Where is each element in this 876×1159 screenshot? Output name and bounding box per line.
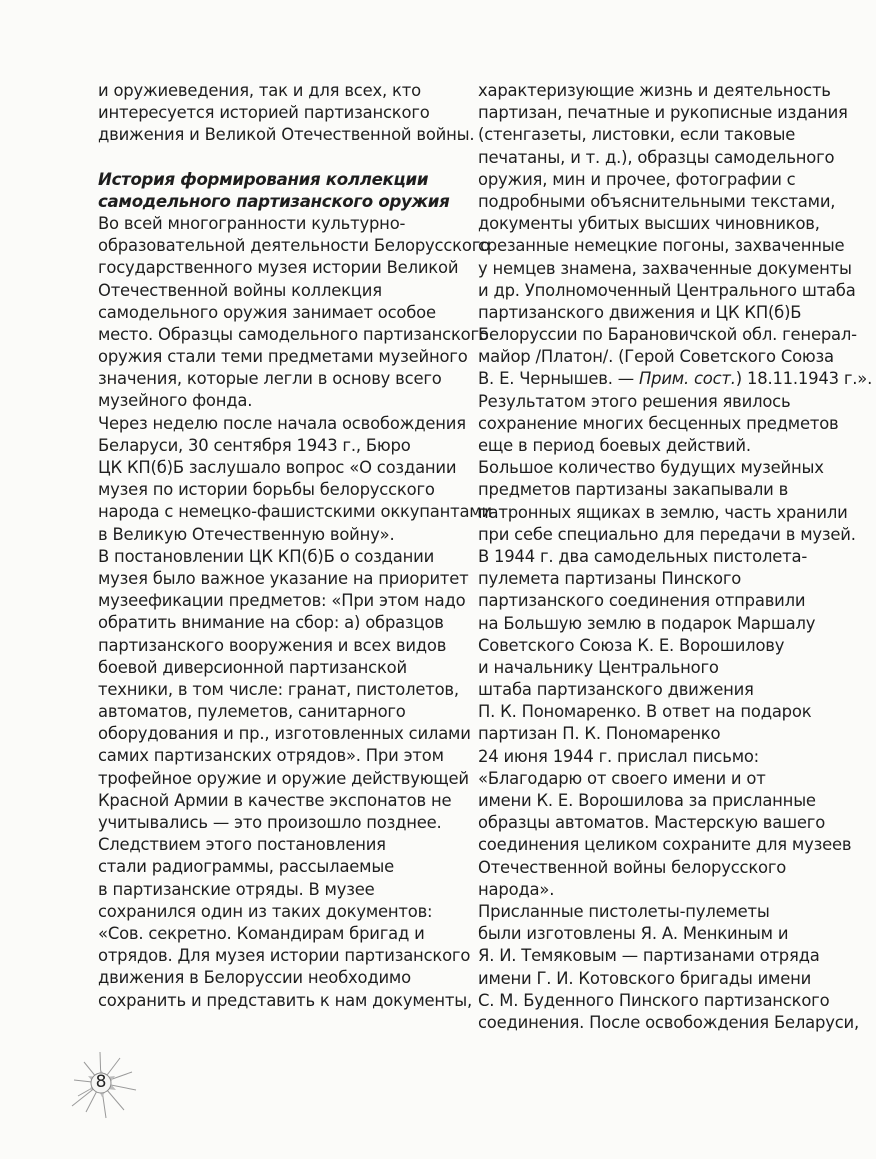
page-number: 8: [95, 1072, 107, 1092]
text-line: боевой диверсионной партизанской: [98, 657, 407, 677]
text-line: партизан П. К. Пономаренко: [478, 724, 721, 744]
text-line: «Сов. секретно. Командирам бригад и: [98, 923, 425, 943]
text-line: документы убитых высших чиновников,: [478, 214, 820, 234]
text-line: и начальнику Центрального: [478, 657, 719, 677]
text-line: Через неделю после начала освобождения: [98, 413, 466, 433]
text-line: и др. Уполномоченный Центрального штаба: [478, 280, 856, 300]
text-line: Большое количество будущих музейных: [478, 458, 824, 478]
text-line: Советского Союза К. Е. Ворошилову: [478, 635, 785, 655]
text-line: Красной Армии в качестве экспонатов не: [98, 790, 452, 810]
text-line: Отечественной войны коллекция: [98, 280, 382, 300]
text-line: самодельного оружия занимает особое: [98, 302, 436, 322]
text-line: В постановлении ЦК КП(б)Б о создании: [98, 546, 435, 566]
text-line: сохранился один из таких документов:: [98, 901, 433, 921]
right-body-text-bottom: [478, 391, 860, 1034]
text-line: самих партизанских отрядов». При этом: [98, 746, 444, 766]
left-column: [98, 80, 492, 1012]
text-line: 24 июня 1944 г. прислал письмо:: [478, 746, 760, 766]
text-line: на Большую землю в подарок Маршалу: [478, 613, 816, 633]
page-number-badge: [70, 1050, 140, 1120]
editor-note: Прим. сост.: [639, 369, 736, 389]
text-line: музея по истории борьбы белорусского: [98, 480, 435, 500]
text-line: партизан, печатные и рукописные издания: [478, 103, 848, 123]
text-line: музеефикации предметов: «При этом надо: [98, 591, 466, 611]
text-line: партизанского движения и ЦК КП(б)Б: [478, 302, 802, 322]
text-line: Присланные пистолеты-пулеметы: [478, 901, 770, 921]
heading-line: История формирования коллекции: [98, 169, 429, 189]
text-line: печатаны, и т. д.), образцы самодельного: [478, 147, 835, 167]
text-line: народа».: [478, 879, 555, 899]
text-line: Отечественной войны белорусского: [478, 857, 787, 877]
text-line: партизанского соединения отправили: [478, 591, 806, 611]
text-line: имени К. Е. Ворошилова за присланные: [478, 791, 816, 810]
text-line: майор /Платон/. (Герой Советского Союза: [478, 347, 834, 367]
text-line: В 1944 г. два самодельных пистолета-: [478, 546, 808, 566]
text-line: интересуется историей партизанского: [98, 103, 430, 123]
text-segment: ) 18.11.1943 г.».: [735, 369, 873, 389]
text-line: народа с немецко-фашистскими оккупантами: [98, 502, 492, 522]
text-line: пулемета партизаны Пинского: [478, 569, 742, 589]
text-line: трофейное оружие и оружие действующей: [98, 768, 469, 788]
right-column: [478, 80, 873, 1034]
text-line: место. Образцы самодельного партизанского: [98, 324, 489, 344]
text-line: отрядов. Для музея истории партизанского: [98, 946, 471, 966]
text-line: оружия, мин и прочее, фотографии с: [478, 169, 796, 189]
text-line: учитывались — это произошло позднее.: [98, 813, 442, 832]
text-line: значения, которые легли в основу всего: [98, 369, 442, 389]
text-line: стали радиограммы, рассылаемые: [98, 857, 394, 877]
text-line: оружия стали теми предметами музейного: [98, 347, 468, 367]
right-body-text-top: [478, 80, 857, 368]
text-line: П. К. Пономаренко. В ответ на подарок: [478, 702, 812, 722]
text-line: обратить внимание на сбор: а) образцов: [98, 613, 444, 633]
text-line: и оружиеведения, так и для всех, кто: [98, 81, 421, 100]
text-line: оборудования и пр., изготовленных силами: [98, 724, 471, 744]
text-line: штаба партизанского движения: [478, 680, 754, 700]
text-line: «Благодарю от своего имени и от: [478, 768, 766, 788]
text-line: партизанского вооружения и всех видов: [98, 635, 447, 655]
text-line: С. М. Буденного Пинского партизанского: [478, 990, 830, 1010]
text-line: образовательной деятельности Белорусского: [98, 236, 490, 256]
text-line: Следствием этого постановления: [98, 835, 386, 855]
text-line: музея было важное указание на приоритет: [98, 568, 469, 588]
text-line: патронных ящиках в землю, часть хранили: [478, 502, 848, 522]
text-line: движения в Белоруссии необходимо: [98, 968, 411, 988]
text-line: Беларуси, 30 сентября 1943 г., Бюро: [98, 435, 411, 455]
text-line: музейного фонда.: [98, 391, 253, 411]
heading-line: самодельного партизанского оружия: [98, 191, 450, 211]
paragraph-gap: [98, 147, 458, 169]
text-line: автоматов, пулеметов, санитарного: [98, 702, 406, 722]
text-line: Я. И. Темяковым — партизанами отряда: [478, 946, 820, 966]
text-line: соединения. После освобождения Беларуси,: [478, 1012, 860, 1032]
text-segment: В. Е. Чернышев. —: [478, 369, 639, 389]
text-line: имени Г. И. Котовского бригады имени: [478, 968, 812, 988]
text-line: ЦК КП(б)Б заслушало вопрос «О создании: [98, 458, 457, 477]
text-line: срезанные немецкие погоны, захваченные: [478, 236, 845, 256]
text-line: техники, в том числе: гранат, пистолетов,: [98, 679, 459, 699]
text-line: движения и Великой Отечественной войны.: [98, 125, 475, 145]
section-heading: [98, 169, 458, 213]
text-line: предметов партизаны закапывали в: [478, 480, 789, 500]
intro-paragraph: [98, 80, 475, 147]
text-line: подробными объяснительными текстами,: [478, 191, 836, 211]
text-line: (стенгазеты, листовки, если таковые: [478, 125, 796, 145]
text-line: характеризующие жизнь и деятельность: [478, 81, 831, 100]
text-line: сохранение многих бесценных предметов: [478, 413, 839, 433]
text-line: в Великую Отечественную войну».: [98, 524, 395, 544]
text-line: сохранить и представить к нам документы,: [98, 990, 472, 1010]
text-line: государственного музея истории Великой: [98, 258, 459, 278]
text-line: образцы автоматов. Мастерскую вашего: [478, 813, 826, 833]
text-line: Результатом этого решения явилось: [478, 391, 791, 411]
text-line: были изготовлены Я. А. Менкиным и: [478, 924, 789, 944]
text-line: соединения целиком сохраните для музеев: [478, 835, 852, 855]
text-line: у немцев знамена, захваченные документы: [478, 258, 852, 278]
text-line: в партизанские отряды. В музее: [98, 879, 375, 899]
text-line: при себе специально для передачи в музей.: [478, 524, 856, 544]
text-line: еще в период боевых действий.: [478, 436, 751, 455]
text-line: [478, 368, 873, 390]
text-line: Во всей многогранности культурно-: [98, 213, 406, 233]
text-line: Белоруссии по Барановичской обл. генерал-: [478, 325, 857, 345]
left-body-text: [98, 213, 492, 1012]
